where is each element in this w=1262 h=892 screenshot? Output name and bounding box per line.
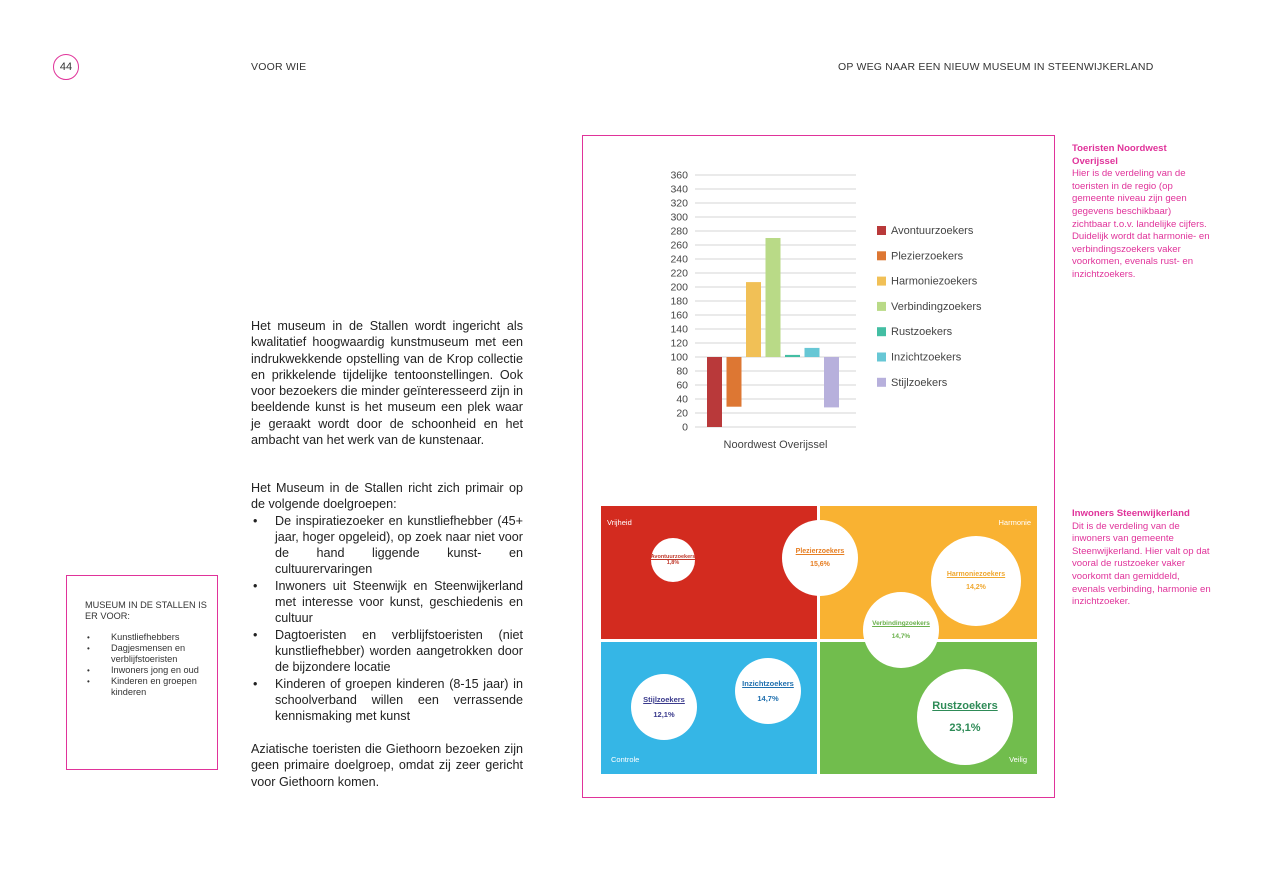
bar-rustzoekers xyxy=(785,355,800,357)
legend-label: Inzichtzoekers xyxy=(891,351,962,364)
list-item: • Kunstliefhebbers xyxy=(85,632,207,643)
segment-name: Harmoniezoekers xyxy=(946,571,1006,578)
quadrant-label: Harmonie xyxy=(998,518,1031,527)
aside-tourists xyxy=(1072,143,1212,282)
body-paragraph-1: Het museum in de Stallen wordt ingericht als kwalitatief hoogwaardig kunstmuseum met een indrukwekkende opstelling van de Krop collectie en prikkelende tijdelijke tentoonstellingen. Ook voor bezoekers die minder geïnteresseerd zijn in beeldende kunst is het museum een plek waar je geraakt wordt door de schoonheid en het ambacht van het werk van de kunstenaar. xyxy=(251,319,523,448)
figure-frame xyxy=(582,135,1055,798)
legend-label: Plezierzoekers xyxy=(891,250,964,263)
y-tick-label: 80 xyxy=(676,365,688,378)
list-item: • Inwoners uit Steenwijk en Steenwijkerland met interesse voor kunst, geschiedenis en cultuur xyxy=(251,578,523,627)
y-tick-label: 300 xyxy=(670,211,688,224)
publication-title: OP WEG NAAR EEN NIEUW MUSEUM IN STEENWIJKERLAND xyxy=(838,61,1154,73)
y-tick-label: 280 xyxy=(670,225,688,238)
aside-title: Toeristen Noordwest Overijssel xyxy=(1072,143,1167,167)
segment-value: 14,7% xyxy=(891,633,911,640)
legend-swatch xyxy=(877,226,886,235)
aside-residents xyxy=(1072,508,1212,609)
body-paragraph-2: Het Museum in de Stallen richt zich primair op de volgende doelgroepen: xyxy=(251,481,523,512)
legend-swatch xyxy=(877,277,886,286)
quadrant-matrix xyxy=(601,506,1037,774)
segment-rustzoekers xyxy=(917,669,1013,765)
legend-swatch xyxy=(877,378,886,387)
y-tick-label: 320 xyxy=(670,197,688,210)
segment-stijlzoekers xyxy=(631,674,697,740)
quadrant-label: Vrijheid xyxy=(607,518,632,527)
legend-label: Avontuurzoekers xyxy=(891,225,974,237)
target-groups-list xyxy=(251,513,523,725)
sidebox-list xyxy=(85,632,207,698)
museum-audience-box xyxy=(66,575,218,770)
list-item: • De inspiratiezoeker en kunstliefhebber (45+ jaar, hoger opgeleid), op zoek naar niet voor de hand liggende kunst- en cultuurervaringen xyxy=(251,513,523,578)
list-item: • Kinderen of groepen kinderen (8-15 jaar) in schoolverband willen een verrassende kennismaking met kunst xyxy=(251,676,523,725)
segment-name: Stijlzoekers xyxy=(643,695,685,704)
bar-avontuurzoekers xyxy=(707,357,722,427)
legend-swatch xyxy=(877,353,886,362)
quadrant-label: Veilig xyxy=(1009,755,1027,764)
y-tick-label: 360 xyxy=(670,169,688,182)
segment-harmoniezoekers xyxy=(931,536,1021,626)
segment-value: 1,8% xyxy=(666,560,680,566)
segment-value: 15,6% xyxy=(810,561,830,568)
y-tick-label: 240 xyxy=(670,253,688,266)
y-tick-label: 160 xyxy=(670,309,688,322)
list-item: • Dagjesmensen en verblijfstoeristen xyxy=(85,643,207,665)
y-tick-label: 40 xyxy=(676,393,688,406)
segment-name: Rustzoekers xyxy=(932,700,998,712)
list-item: • Kinderen en groepen kinderen xyxy=(85,676,207,698)
bar-inzichtzoekers xyxy=(805,348,820,357)
segment-value: 14,7% xyxy=(757,694,779,703)
bar-stijlzoekers xyxy=(824,357,839,407)
y-tick-label: 340 xyxy=(670,183,688,196)
y-tick-label: 260 xyxy=(670,239,688,252)
y-tick-label: 0 xyxy=(682,421,688,434)
segment-name: Avontuurzoekers xyxy=(650,554,696,560)
y-tick-label: 200 xyxy=(670,281,688,294)
list-item: • Inwoners jong en oud xyxy=(85,665,207,676)
bar-chart xyxy=(583,136,1054,476)
segment-verbindingzoekers xyxy=(863,592,939,668)
body-section-2 xyxy=(251,480,523,724)
aside-title: Inwoners Steenwijkerland xyxy=(1072,508,1190,519)
segment-plezierzoekers xyxy=(782,520,858,596)
y-tick-label: 140 xyxy=(670,323,688,336)
legend-label: Harmoniezoekers xyxy=(891,275,978,288)
segment-value: 12,1% xyxy=(653,710,675,719)
segment-inzichtzoekers xyxy=(735,658,801,724)
legend-swatch xyxy=(877,327,886,336)
sidebox-title: MUSEUM IN DE STALLEN IS ER VOOR: xyxy=(85,600,207,621)
y-tick-label: 220 xyxy=(670,267,688,280)
page-number: 44 xyxy=(53,54,79,80)
y-tick-label: 100 xyxy=(670,351,688,364)
y-tick-label: 20 xyxy=(676,407,688,420)
y-tick-label: 60 xyxy=(676,379,688,392)
aside-text: Hier is de verdeling van de toeristen in de regio (op gemeente niveau zijn geen gegevens beschikbaar) zichtbaar t.o.v. landelijke cijfers. Duidelijk wordt dat harmonie- en verbindingszoekers vaker voorkomen, evenals rust- en inzichtzoekers. xyxy=(1072,168,1210,280)
legend-swatch xyxy=(877,302,886,311)
list-item: • Dagtoeristen en verblijfstoeristen (niet kunstliefhebber) worden aangetrokken door de bijzondere locatie xyxy=(251,627,523,676)
bar-plezierzoekers xyxy=(727,357,742,407)
segment-value: 23,1% xyxy=(949,722,981,734)
body-paragraph-3: Aziatische toeristen die Giethoorn bezoeken zijn geen primaire doelgroep, omdat zij zeer gericht voor Giethoorn komen. xyxy=(251,742,523,789)
segment-name: Inzichtzoekers xyxy=(742,679,794,688)
bar-verbindingzoekers xyxy=(766,238,781,357)
y-tick-label: 120 xyxy=(670,337,688,350)
bar-harmoniezoekers xyxy=(746,282,761,357)
segment-name: Plezierzoekers xyxy=(795,548,845,555)
segment-avontuurzoekers xyxy=(651,538,695,582)
y-tick-label: 180 xyxy=(670,295,688,308)
legend-label: Stijlzoekers xyxy=(891,376,948,389)
legend-label: Rustzoekers xyxy=(891,326,953,339)
segment-value: 14,2% xyxy=(966,584,986,591)
quadrant-label: Controle xyxy=(611,755,640,764)
legend-swatch xyxy=(877,251,886,260)
legend-label: Verbindingzoekers xyxy=(891,300,982,313)
aside-text: Dit is de verdeling van de inwoners van gemeente Steenwijkerland. Hier valt op dat vooral de rustzoeker vaker voorkomt dan gemiddeld, evenals verbinding, harmonie en inzichtzoeker. xyxy=(1072,520,1211,608)
section-title: VOOR WIE xyxy=(251,61,307,73)
x-axis-label: Noordwest Overijssel xyxy=(723,439,828,451)
segment-name: Verbindingzoekers xyxy=(872,620,930,627)
